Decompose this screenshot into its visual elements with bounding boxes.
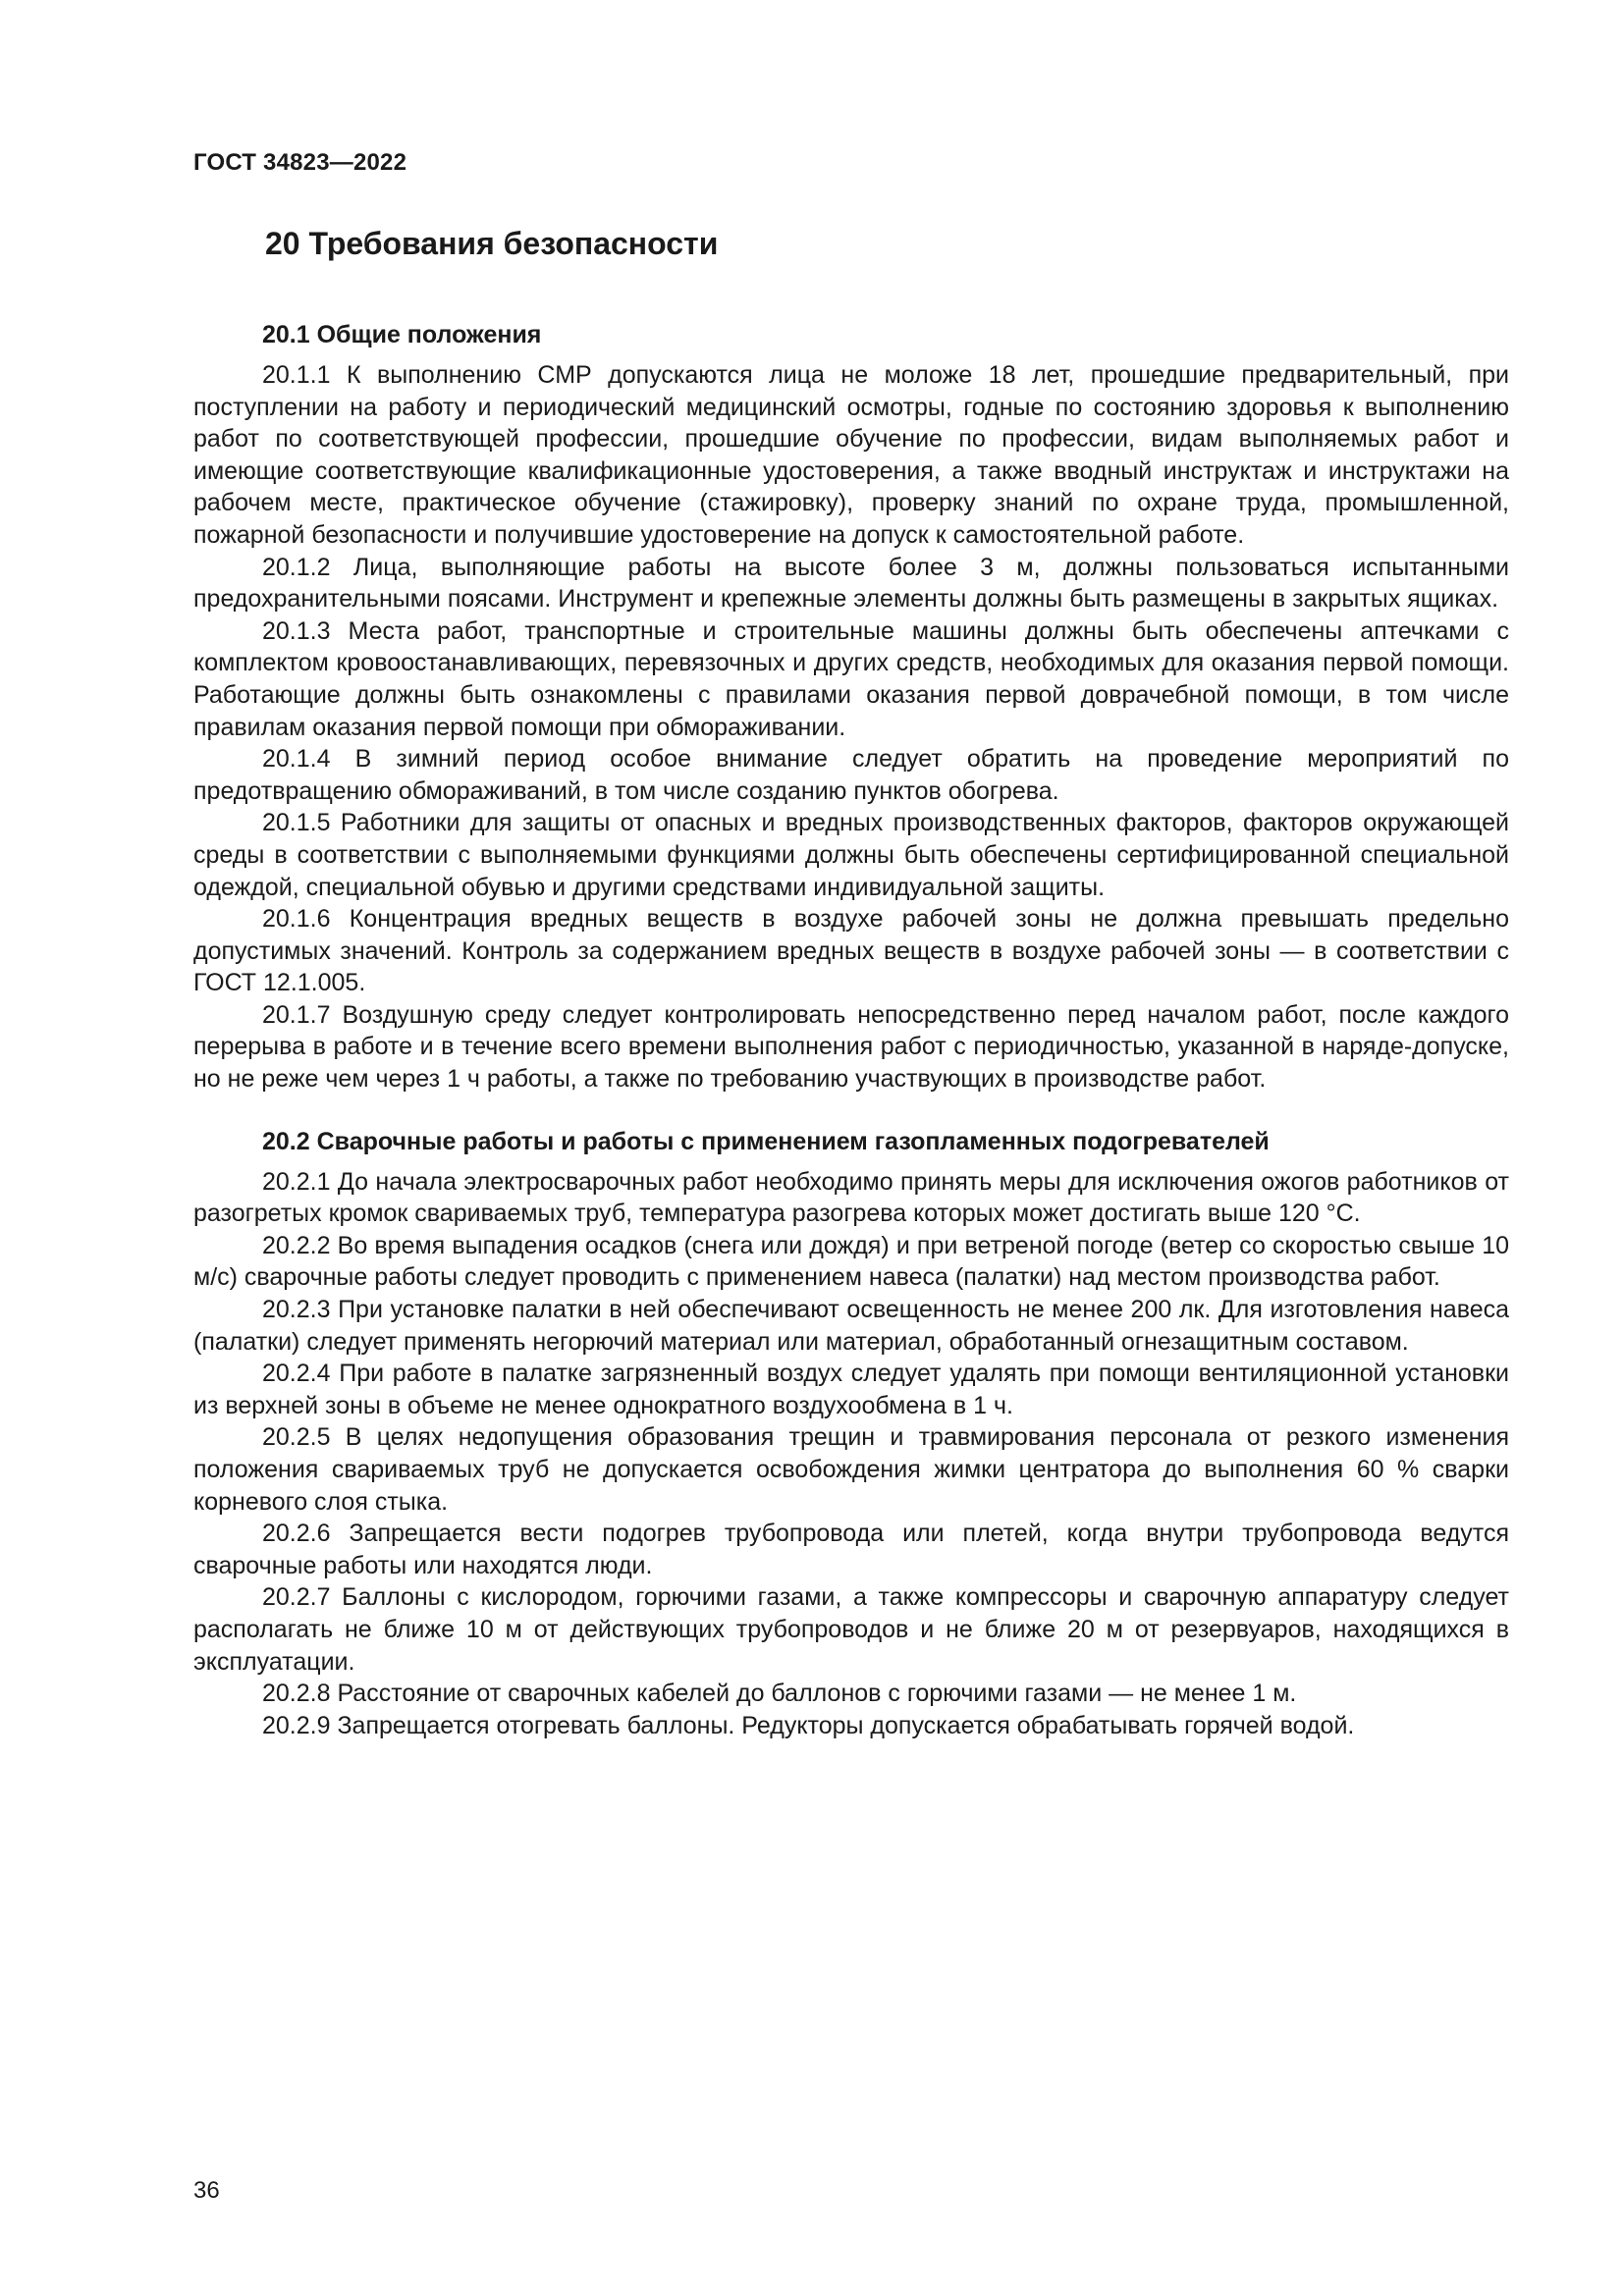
paragraph-20-2-7: 20.2.7 Баллоны с кислородом, горючими газами, а также компрессоры и сварочную аппаратуру следует располагать не ближе 10 м от действующих трубопроводов и не ближе 20 м от резервуаров, находящихся в эксплуатации. [193, 1583, 1509, 1676]
paragraph-20-2-4: 20.2.4 При работе в палатке загрязненный воздух следует удалять при помощи вентиляционной установки из верхней зоны в объеме не менее однократного воздухообмена в 1 ч. [193, 1360, 1509, 1419]
paragraph-20-1-6: 20.1.6 Концентрация вредных веществ в воздухе рабочей зоны не должна превышать предельно допустимых значений. Контроль за содержанием вредных веществ в воздухе рабочей зоны — в соответствии с ГОСТ 12.1.005. [193, 905, 1509, 997]
section-title: 20 Требования безопасности [265, 226, 719, 261]
paragraph-20-2-9: 20.2.9 Запрещается отогревать баллоны. Редукторы допускается обрабатывать горячей водой. [262, 1711, 1355, 1739]
page-number: 36 [193, 2177, 220, 2204]
paragraph-20-1-7: 20.1.7 Воздушную среду следует контролировать непосредственно перед началом работ, после каждого перерыва в работе и в течение всего времени выполнения работ с периодичностью, указанной в наряде-допуске, но не реже чем через 1 ч работы, а также по требованию участвующих в производстве работ. [193, 1000, 1509, 1094]
subsection-title-general: 20.1 Общие положения [262, 321, 542, 348]
paragraph-20-2-8: 20.2.8 Расстояние от сварочных кабелей до баллонов с горючими газами — не менее 1 м. [262, 1680, 1297, 1708]
paragraph-20-1-2: 20.1.2 Лица, выполняющие работы на высоте более 3 м, должны пользоваться испытанными предохранительными поясами. Инструмент и крепежные элементы должны быть размещены в закрытых ящиках. [193, 553, 1509, 614]
paragraph-20-2-2: 20.2.2 Во время выпадения осадков (снега или дождя) и при ветреной погоде (ветер со скоростью свыше 10 м/с) сварочные работы следует проводить с применением навеса (палатки) над местом производства работ. [193, 1231, 1509, 1292]
paragraph-20-1-4: 20.1.4 В зимний период особое внимание следует обратить на проведение мероприятий по предотвращению обмораживаний, в том числе созданию пунктов обогрева. [193, 745, 1509, 805]
paragraph-20-2-3: 20.2.3 При установке палатки в ней обеспечивают освещенность не менее 200 лк. Для изготовления навеса (палатки) следует применять негорючий материал или материал, обработанный огнезащитным составом. [193, 1296, 1509, 1356]
paragraph-20-1-1: 20.1.1 К выполнению СМР допускаются лица не моложе 18 лет, прошедшие предварительный, при поступлении на работу и периодический медицинский осмотры, годные по состоянию здоровья к выполнению работ по соответствующей профессии, прошедшие обучение по профессии, видам выполняемых работ и имеющие соответствующие квалификационные удостоверения, а также вводный инструктаж и инструктажи на рабочем месте, практическое обучение (стажировку), проверку знаний по охране труда, промышленной, пожарной безопасности и получившие удостоверение на допуск к самостоятельной работе. [193, 361, 1509, 549]
paragraph-20-2-6: 20.2.6 Запрещается вести подогрев трубопровода или плетей, когда внутри трубопровода ведутся сварочные работы или находятся люди. [193, 1520, 1509, 1579]
paragraph-20-2-1: 20.2.1 До начала электросварочных работ необходимо принять меры для исключения ожогов работников от разогретых кромок свариваемых труб, температура разогрева которых может достигать выше 120 °С. [193, 1167, 1509, 1228]
paragraph-20-1-3: 20.1.3 Места работ, транспортные и строительные машины должны быть обеспечены аптечками с комплектом кровоостанавливающих, перевязочных и других средств, необходимых для оказания первой помощи. Работающие должны быть ознакомлены с правилами оказания первой доврачебной помощи, в том числе правилам оказания первой помощи при обмораживании. [193, 616, 1509, 741]
subsection-title-welding: 20.2 Сварочные работы и работы с применением газопламенных подогревателей [262, 1127, 1270, 1155]
paragraph-20-1-5: 20.1.5 Работники для защиты от опасных и вредных производственных факторов, факторов окружающей среды в соответствии с выполняемыми функциями должны быть обеспечены сертифицированной специальной одеждой, специальной обувью и другими средствами индивидуальной защиты. [193, 809, 1509, 901]
paragraph-20-2-5: 20.2.5 В целях недопущения образования трещин и травмирования персонала от резкого изменения положения свариваемых труб не допускается освобождения жимки центратора до выполнения 60 % сварки корневого слоя стыка. [193, 1423, 1509, 1516]
document-body [193, 222, 1509, 1741]
document-code-header: ГОСТ 34823—2022 [193, 149, 407, 176]
